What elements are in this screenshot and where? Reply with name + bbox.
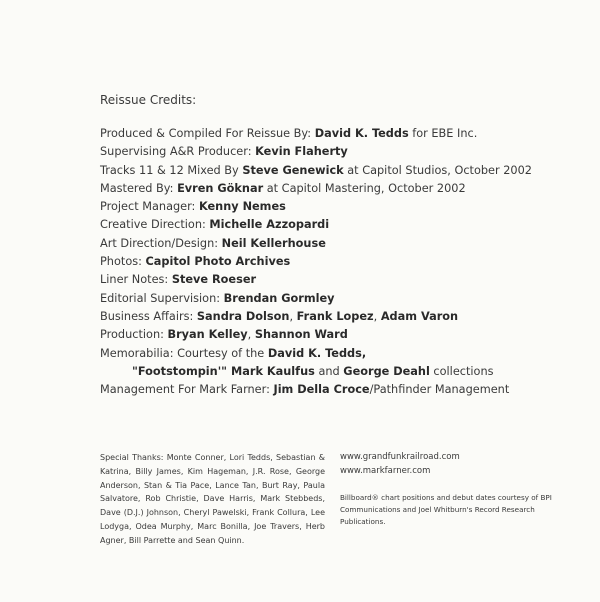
credit-role-text: at Capitol Studios, October 2002 <box>343 163 532 177</box>
reissue-credits-heading: Reissue Credits: <box>100 93 197 107</box>
credit-line <box>100 143 570 161</box>
credit-role-text: , <box>289 309 297 323</box>
credit-role-text: Tracks 11 & 12 Mixed By <box>100 163 243 177</box>
credit-role-text: at Capitol Mastering, October 2002 <box>263 181 466 195</box>
credit-role-text: Liner Notes: <box>100 273 172 287</box>
credit-line <box>100 345 570 363</box>
credit-name: Evren Göknar <box>177 181 264 195</box>
credit-line <box>100 326 570 344</box>
credit-role-text: Photos: <box>100 255 146 269</box>
url-markfarner: www.markfarner.com <box>340 465 431 476</box>
billboard-courtesy-note: Billboard® chart positions and debut dates courtesy of BPI Communications and Joel Whitburn's Record Research Publications. <box>340 492 552 526</box>
credit-name: Adam Varon <box>380 309 459 323</box>
credit-line <box>100 381 570 399</box>
credit-role-text: Produced & Compiled For Reissue By: <box>100 127 315 140</box>
credit-line <box>100 253 570 271</box>
credit-line <box>100 308 570 326</box>
credit-line <box>100 216 570 234</box>
credit-role-text: Art Direction/Design: <box>100 236 222 250</box>
credit-line <box>100 198 570 216</box>
credit-line <box>100 235 570 253</box>
credits-list <box>100 125 570 399</box>
credit-name: Kevin Flaherty <box>255 145 348 159</box>
credit-role-text: Creative Direction: <box>100 218 210 232</box>
credit-line <box>100 271 570 289</box>
credit-name: Capitol Photo Archives <box>145 255 291 269</box>
credit-role-text: Editorial Supervision: <box>100 291 224 305</box>
credit-name: Jim Della Croce <box>273 383 370 397</box>
credit-name: David K. Tedds, <box>267 346 367 360</box>
credit-role-text: Management For Mark Farner: <box>100 383 274 397</box>
credit-name: Steve Roeser <box>171 273 257 287</box>
credit-name: Michelle Azzopardi <box>209 218 330 232</box>
credit-role-text: /Pathfinder Management <box>369 383 510 397</box>
url-grandfunkrailroad: www.grandfunkrailroad.com <box>340 452 460 462</box>
credit-name: Steve Genewick <box>242 163 344 177</box>
credit-name: Bryan Kelley <box>167 328 248 342</box>
credit-role-text: Supervising A&R Producer: <box>100 145 256 159</box>
credit-role-text: Mastered By: <box>100 181 178 195</box>
credit-role-text: and <box>314 364 344 378</box>
credit-role-text: , <box>247 328 255 342</box>
credit-role-text: Memorabilia: Courtesy of the <box>100 346 268 360</box>
credit-name: Kenny Nemes <box>198 200 286 214</box>
credit-name: Brendan Gormley <box>223 291 335 305</box>
credit-role-text: for EBE Inc. <box>408 127 478 140</box>
special-thanks-text: Special Thanks: Monte Conner, Lori Tedds, Sebastian & Katrina, Billy James, Kim Hageman, J.R. Rose, George Anderson, Stan & Tia Pace, Lance Tan, Burt Ray, Paula Salvatore, Rob Christie, Dave Harris, Mark Stebbeds, Dave (D.J.) Johnson, Cheryl Pawelski, Frank Collura, Lee Lodyga, Odea Murphy, Marc Bonilla, Joe Travers, Herb Agner, Bill Parrette and Sean Quinn. <box>100 453 325 545</box>
credit-line <box>100 125 570 143</box>
credit-name: Sandra Dolson <box>196 309 290 323</box>
credit-name: Neil Kellerhouse <box>221 236 326 250</box>
credit-line <box>100 162 570 180</box>
credit-name: Frank Lopez <box>296 309 374 323</box>
credit-name: Shannon Ward <box>254 328 348 342</box>
credit-role-text: collections <box>429 364 494 378</box>
credit-name: George Deahl <box>343 364 430 378</box>
credit-role-text: Project Manager: <box>100 200 199 214</box>
credit-name: David K. Tedds <box>314 127 409 140</box>
credit-line <box>100 290 570 308</box>
credit-role-text: Business Affairs: <box>100 309 197 323</box>
credit-role-text: , <box>373 309 381 323</box>
credit-name: "Footstompin'" Mark Kaulfus <box>132 364 315 378</box>
credit-line <box>100 363 570 381</box>
right-column <box>340 451 555 528</box>
credit-role-text: Production: <box>100 328 168 342</box>
credit-line <box>100 180 570 198</box>
